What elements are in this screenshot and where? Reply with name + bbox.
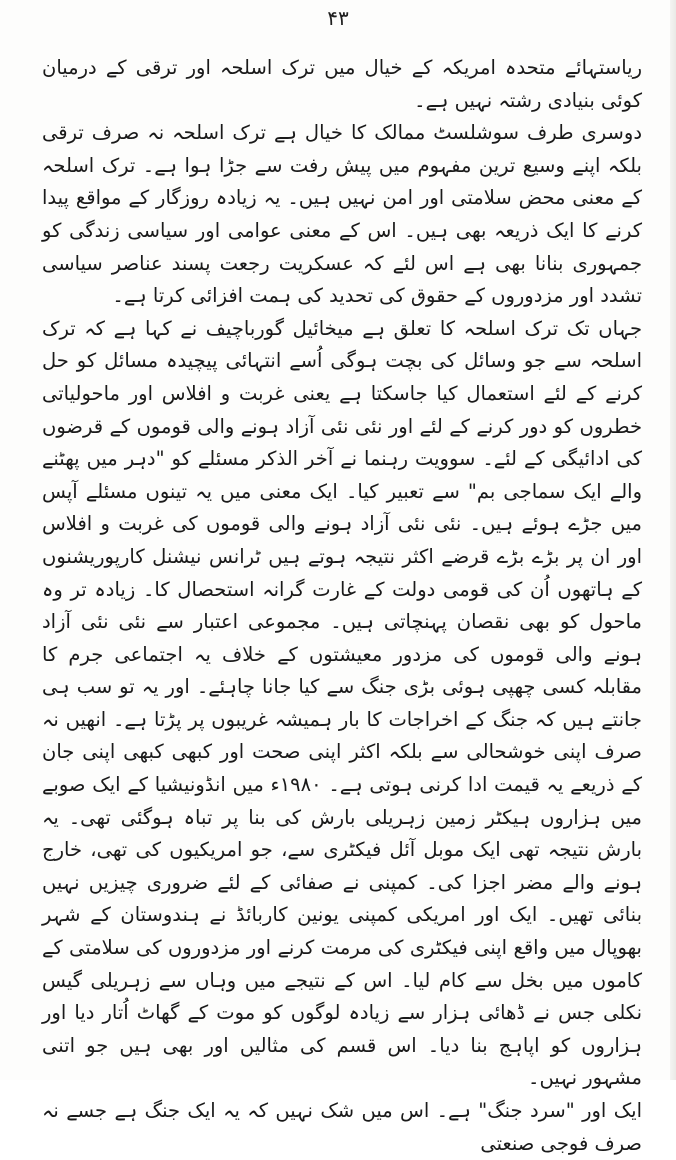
page-number: ۴۳ <box>327 6 349 30</box>
page-edge-shadow <box>670 0 676 1080</box>
paragraph-4: ایک اور "سرد جنگ" ہے۔ اس میں شک نہیں کہ یہ ایک جنگ ہے جسے نہ صرف فوجی صنعتی <box>42 1099 642 1155</box>
page-body <box>42 52 642 1160</box>
paragraph-3: جہاں تک ترک اسلحہ کا تعلق ہے میخائیل گورباچیف نے کہا ہے کہ ترک اسلحہ سے جو وسائل کی بچت ہوگی اُسے انتہائی پیچیدہ مسائل کو حل کرنے کے لئے استعمال کیا جاسکتا ہے یعنی غربت و افلاس اور ماحولیاتی خطروں کو دور کرنے کے لئے اور نئی نئی آزاد ہونے والی قوموں کے قرضوں کی ادائیگی کے لئے۔ سوویت رہنما نے آخر الذکر مسئلے کو "دہر میں پھٹنے والے ایک سماجی بم" سے تعبیر کیا۔ ایک معنی میں یہ تینوں مسئلے آپس میں جڑے ہوئے ہیں۔ نئی نئی آزاد ہونے والی قوموں کی غربت و افلاس اور ان پر بڑے بڑے قرضے اکثر نتیجہ ہوتے ہیں ٹرانس نیشنل کارپوریشنوں کے ہاتھوں اُن کی قومی دولت کے غارت گرانہ استحصال کا۔ زیادہ تر وہ ماحول کو بھی نقصان پہنچاتی ہیں۔ مجموعی اعتبار سے نئی نئی آزاد ہونے والی قوموں کی مزدور معیشتوں کے خلاف یہ اجتماعی جرم کا مقابلہ کسی چھپی ہوئی بڑی جنگ سے کیا جانا چاہئے۔ اور یہ تو سب ہی جانتے ہیں کہ جنگ کے اخراجات کا بار ہمیشہ غریبوں پر پڑتا ہے۔ انھیں نہ صرف اپنی خوشحالی سے بلکہ اکثر اپنی صحت اور کبھی کبھی اپنی جان کے ذریعے یہ قیمت ادا کرنی ہوتی ہے۔ ۱۹۸۰ء میں انڈونیشیا کے ایک صوبے میں ہزاروں ہیکٹر زمین زہریلی بارش کی بنا پر تباہ ہوگئی تھی۔ یہ بارش نتیجہ تھی ایک موبل آئل فیکٹری سے، جو امریکیوں کی تھی، خارج ہونے والے مضر اجزا کی۔ کمپنی نے صفائی کے لئے ضروری چیزیں نہیں بنائی تھیں۔ ایک اور امریکی کمپنی یونین کاربائڈ نے ہندوستان کے شہر بھوپال میں واقع اپنی فیکٹری کی مرمت کرنے اور مزدوروں کی سلامتی کے کاموں میں بخل سے کام لیا۔ اس کے نتیجے میں وہاں سے زہریلی گیس نکلی جس نے ڈھائی ہزار سے زیادہ لوگوں کو موت کے گھاٹ اُتار دیا اور ہزاروں کو اپاہج بنا دیا۔ اس قسم کی مثالیں اور بھی ہیں جو اتنی مشہور نہیں۔ <box>42 316 642 1090</box>
paragraph-2: دوسری طرف سوشلسٹ ممالک کا خیال ہے ترک اسلحہ نہ صرف ترقی بلکہ اپنے وسیع ترین مفہوم میں پیش رفت سے جڑا ہوا ہے۔ ترک اسلحہ کے معنی محض سلامتی اور امن نہیں ہیں۔ یہ زیادہ روزگار کے مواقع پیدا کرنے کا ایک ذریعہ بھی ہیں۔ اس کے معنی عوامی اور سیاسی زندگی کو جمہوری بنانا بھی ہے اس لئے کہ عسکریت رجعت پسند عناصر سیاسی تشدد اور مزدوروں کے حقوق کی تحدید کی ہمت افزائی کرتا ہے۔ <box>42 121 642 308</box>
paragraph-1: ریاستہائے متحدہ امریکہ کے خیال میں ترک اسلحہ اور ترقی کے درمیان کوئی بنیادی رشتہ نہیں ہے۔ <box>42 56 642 112</box>
